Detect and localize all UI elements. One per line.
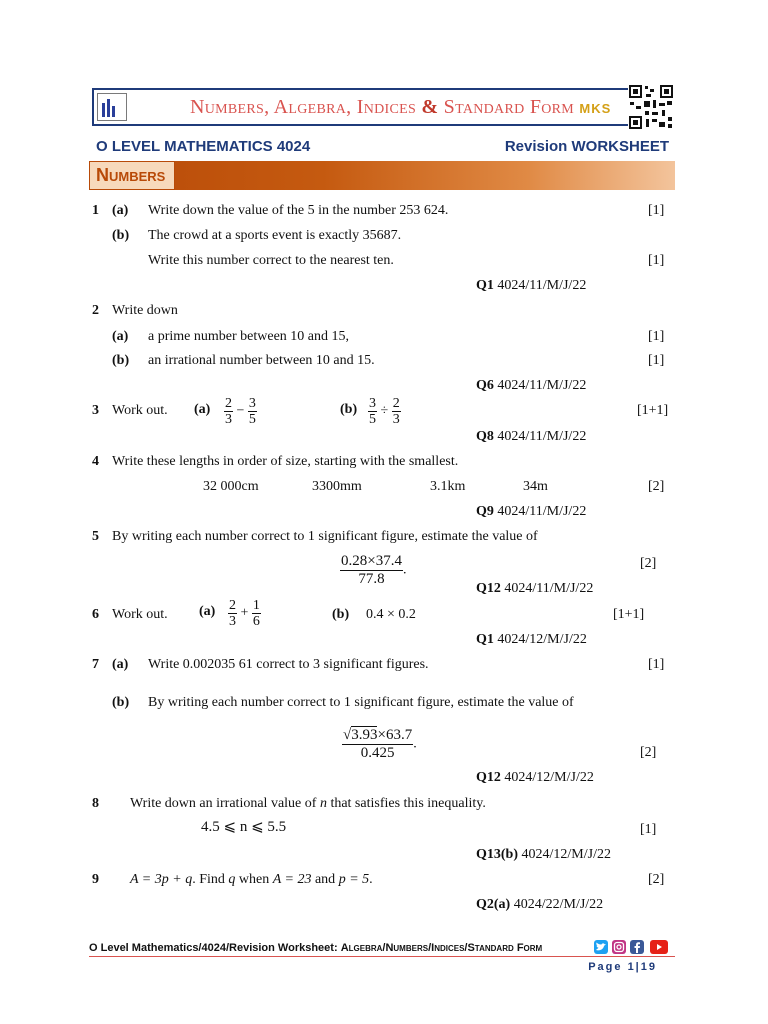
- part-label: (b): [332, 607, 350, 622]
- question-text: Write down: [112, 303, 178, 318]
- worksheet-title: Revision WORKSHEET: [504, 138, 669, 155]
- marks: [1]: [648, 657, 665, 672]
- question-reference: Q6 4024/11/M/J/22: [476, 378, 587, 393]
- course-title: O LEVEL MATHEMATICS 4024: [96, 138, 311, 155]
- length-value: 3300mm: [312, 479, 362, 494]
- banner-title: Numbers, Algebra, Indices & Standard Form MKS: [190, 96, 612, 118]
- question-reference: Q9 4024/11/M/J/22: [476, 504, 587, 519]
- question-text: A = 3p + q. Find q when A = 23 and p = 5.: [130, 872, 373, 887]
- marks: [1+1]: [613, 607, 645, 622]
- question-number: 6: [92, 607, 99, 622]
- question-text: Write down an irrational value of n that satisfies this inequality.: [130, 796, 486, 811]
- page-number: Page 1|19: [588, 961, 657, 973]
- marks: [2]: [640, 745, 657, 760]
- part-label: (a): [194, 402, 211, 417]
- fraction-expression: $\frac{√3.93\times 63.7}{0.425}$ .: [343, 727, 417, 761]
- question-text: Write down the value of the 5 in the number 253 624.: [148, 203, 449, 218]
- part-label: (a): [112, 657, 129, 672]
- question-reference: Q13(b) 4024/12/M/J/22: [476, 847, 611, 862]
- marks: [2]: [640, 556, 657, 571]
- part-label: (a): [112, 329, 129, 344]
- question-reference: Q12 4024/12/M/J/22: [476, 770, 594, 785]
- question-text: Write this number correct to the nearest ten.: [148, 253, 394, 268]
- section-title: Numbers: [96, 165, 166, 185]
- question-number: 5: [92, 529, 99, 544]
- length-value: 34m: [523, 479, 548, 494]
- twitter-icon[interactable]: [594, 940, 608, 954]
- question-reference: Q8 4024/11/M/J/22: [476, 429, 587, 444]
- question-text: a prime number between 10 and 15,: [148, 329, 349, 344]
- question-number: 7: [92, 657, 99, 672]
- inequality: 4.5 ⩽ n ⩽ 5.5: [201, 819, 287, 835]
- part-label: (a): [199, 604, 216, 619]
- question-text: The crowd at a sports event is exactly 35687.: [148, 228, 402, 243]
- part-label: (b): [112, 228, 130, 243]
- question-number: 3: [92, 403, 99, 418]
- part-label: (b): [112, 695, 130, 710]
- question-text: By writing each number correct to 1 significant figure, estimate the value of: [112, 529, 538, 544]
- fraction-expression: $\frac{3}{5}$ ÷ $\frac{2}{3}$: [369, 396, 400, 427]
- question-number: 9: [92, 872, 99, 887]
- question-reference: Q1 4024/12/M/J/22: [476, 632, 587, 647]
- expression: 0.4 × 0.2: [366, 607, 416, 622]
- marks: [1]: [648, 353, 665, 368]
- question-text: Write these lengths in order of size, starting with the smallest.: [112, 454, 459, 469]
- question-number: 1: [92, 203, 99, 218]
- question-reference: Q1 4024/11/M/J/22: [476, 278, 587, 293]
- question-reference: Q2(a) 4024/22/M/J/22: [476, 897, 604, 912]
- question-number: 8: [92, 796, 99, 811]
- question-number: 4: [92, 454, 99, 469]
- qr-code-icon: [628, 84, 674, 130]
- marks: [2]: [648, 479, 665, 494]
- marks: [1]: [648, 203, 665, 218]
- section-bar: [89, 161, 675, 190]
- youtube-icon[interactable]: [650, 940, 668, 954]
- fraction-expression: $\frac{0.28\times 37.4}{77.8}$ .: [341, 553, 407, 587]
- question-text: Work out.: [112, 403, 168, 418]
- mks-badge: MKS: [579, 101, 612, 116]
- instagram-icon[interactable]: [612, 940, 626, 954]
- part-label: (b): [112, 353, 130, 368]
- marks: [1]: [648, 253, 665, 268]
- question-text: Write 0.002035 61 correct to 3 significant figures.: [148, 657, 429, 672]
- question-text: an irrational number between 10 and 15.: [148, 353, 375, 368]
- part-label: (a): [112, 203, 129, 218]
- marks: [1+1]: [637, 403, 669, 418]
- footer-text: O Level Mathematics/4024/Revision Worksheet: Algebra/Numbers/Indices/Standard Form: [89, 942, 543, 954]
- length-value: 3.1km: [430, 479, 466, 494]
- fraction-expression: $\frac{2}{3}$ − $\frac{3}{5}$: [225, 396, 256, 427]
- length-value: 32 000cm: [203, 479, 259, 494]
- marks: [1]: [648, 329, 665, 344]
- fraction-expression: $\frac{2}{3}$ + $\frac{1}{6}$: [229, 598, 260, 629]
- marks: [2]: [648, 872, 665, 887]
- part-label: (b): [340, 402, 358, 417]
- question-reference: Q12 4024/11/M/J/22: [476, 581, 594, 596]
- question-text: By writing each number correct to 1 significant figure, estimate the value of: [148, 695, 574, 710]
- question-number: 2: [92, 303, 99, 318]
- question-text: Work out.: [112, 607, 168, 622]
- marks: [1]: [640, 822, 657, 837]
- sqrt-symbol: √: [343, 727, 352, 743]
- facebook-icon[interactable]: [630, 940, 644, 954]
- logo-icon: [97, 93, 127, 121]
- footer-divider: [89, 956, 675, 957]
